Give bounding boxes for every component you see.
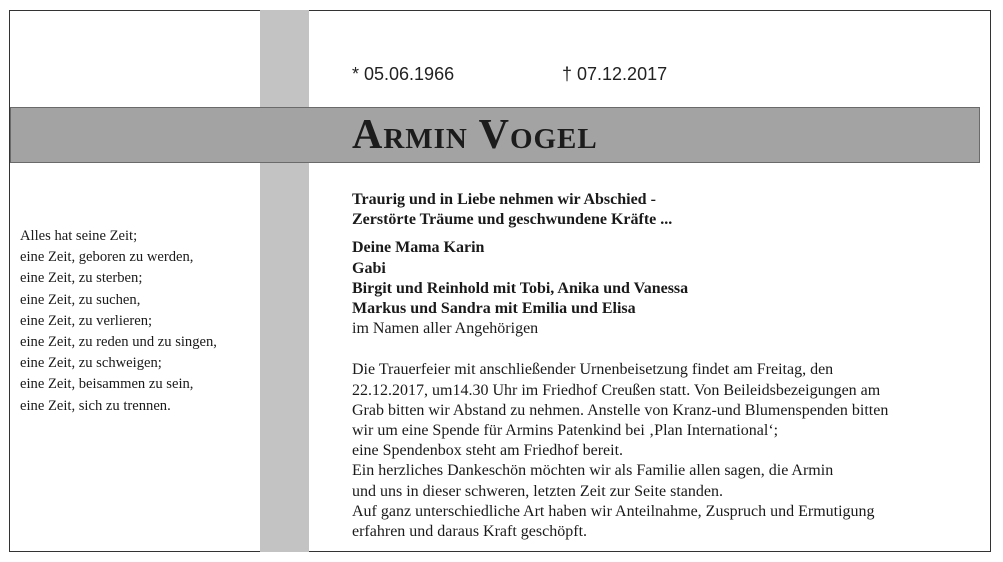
notice-line: 22.12.2017, um14.30 Uhr im Friedhof Creußen statt. Von Beileidsbezeigungen am — [352, 381, 881, 399]
deceased-name: Armin Vogel — [352, 112, 598, 158]
notice-line: eine Spendenbox steht am Friedhof bereit. — [352, 442, 624, 460]
poem-line: eine Zeit, zu suchen, — [20, 291, 141, 308]
poem-line: eine Zeit, zu schweigen; — [20, 355, 162, 372]
mourner-line: Markus und Sandra mit Emilia und Elisa — [352, 300, 636, 318]
poem-line: eine Zeit, geboren zu werden, — [20, 249, 194, 266]
poem — [20, 226, 217, 417]
notice-line: und uns in dieser schweren, letzten Zeit zur Seite standen. — [352, 482, 723, 500]
poem-line: eine Zeit, zu reden und zu singen, — [20, 334, 217, 351]
death-date: † 07.12.2017 — [562, 64, 668, 84]
on-behalf-line: im Namen aller Angehörigen — [352, 320, 539, 338]
notice-line: erfahren und daraus Kraft geschöpft. — [352, 523, 588, 541]
notice-line: Grab bitten wir Abstand zu nehmen. Anstelle von Kranz-und Blumenspenden bitten — [352, 401, 889, 419]
mourner-line: Deine Mama Karin — [352, 239, 485, 257]
mourner-line: Birgit und Reinhold mit Tobi, Anika und Vanessa — [352, 279, 689, 297]
poem-line: eine Zeit, beisammen zu sein, — [20, 376, 194, 393]
notice-line: wir um eine Spende für Armins Patenkind bei ‚Plan International‘; — [352, 422, 779, 440]
main-text — [352, 190, 972, 542]
mourner-line: Gabi — [352, 259, 386, 277]
poem-line: eine Zeit, zu sterben; — [20, 270, 143, 287]
notice-line: Ein herzliches Dankeschön möchten wir als Familie allen sagen, die Armin — [352, 462, 834, 480]
poem-line: Alles hat seine Zeit; — [20, 228, 138, 244]
birth-date: * 05.06.1966 — [352, 64, 455, 84]
poem-line: eine Zeit, zu verlieren; — [20, 312, 153, 329]
notice-line: Die Trauerfeier mit anschließender Urnenbeisetzung findet am Freitag, den — [352, 361, 834, 379]
cross-vertical-bar — [260, 10, 309, 552]
poem-line: eine Zeit, sich zu trennen. — [20, 397, 171, 414]
intro-line: Zerstörte Träume und geschwundene Kräfte ... — [352, 211, 673, 229]
notice-line: Auf ganz unterschiedliche Art haben wir Anteilnahme, Zuspruch und Ermutigung — [352, 502, 875, 520]
intro-line: Traurig und in Liebe nehmen wir Abschied - — [352, 191, 656, 208]
